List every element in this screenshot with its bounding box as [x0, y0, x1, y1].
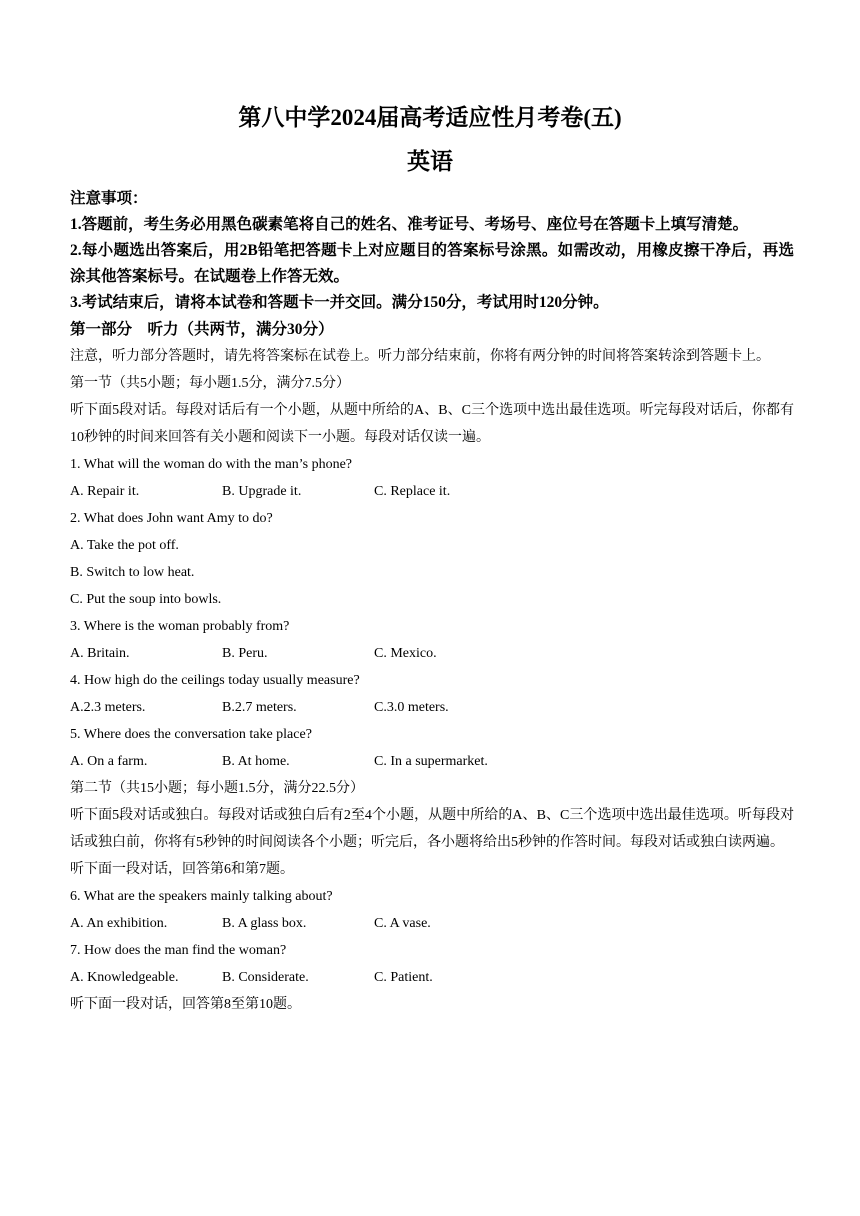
- section1-heading: 第一节（共5小题；每小题1.5分，满分7.5分）: [70, 376, 350, 391]
- option-a: A. Take the pot off.: [70, 538, 179, 553]
- option-c: C. In a supermarket.: [374, 754, 488, 769]
- question-stem: 4. How high do the ceilings today usually measure?: [70, 673, 360, 688]
- option-b: B. Peru.: [222, 646, 268, 661]
- option-c: C. Put the soup into bowls.: [70, 592, 222, 607]
- question-stem: 5. Where does the conversation take place?: [70, 727, 312, 742]
- option-b: B. Considerate.: [222, 970, 309, 985]
- option-b: B. At home.: [222, 754, 290, 769]
- exam-title: 第八中学2024届高考适应性月考卷(五): [238, 105, 622, 130]
- option-c: C. Mexico.: [374, 646, 437, 661]
- option-b: B. A glass box.: [222, 916, 307, 931]
- option-b: B.2.7 meters.: [222, 700, 297, 715]
- question-options: [70, 964, 794, 991]
- option-a: A. Knowledgeable.: [70, 970, 179, 985]
- notice-item: 3.考试结束后，请将本试卷和答题卡一并交回。满分150分，考试用时120分钟。: [70, 294, 609, 311]
- group-intro: 听下面一段对话，回答第6和第7题。: [70, 862, 294, 877]
- group-intro: 听下面一段对话，回答第8至第10题。: [70, 997, 301, 1012]
- part1-heading: 第一部分 听力（共两节，满分30分）: [70, 321, 334, 338]
- notice-item: 1.答题前，考生务必用黑色碳素笔将自己的姓名、准考证号、考场号、座位号在答题卡上填写清楚。: [70, 216, 749, 233]
- question-options: [70, 694, 794, 721]
- option-a: A. Britain.: [70, 646, 130, 661]
- option-b: B. Upgrade it.: [222, 484, 302, 499]
- section2-instructions: 听下面5段对话或独白。每段对话或独白后有2至4个小题，从题中所给的A、B、C三个选项中选出最佳选项。听每段对话或独白前，你将有5秒钟的时间阅读各个小题；听完后，各小题将给出5秒钟的作答时间。每段对话或独白读两遍。: [70, 808, 794, 850]
- notice-item: 2.每小题选出答案后，用2B铅笔把答题卡上对应题目的答案标号涂黑。如需改动，用橡皮擦干净后，再选涂其他答案标号。在试题卷上作答无效。: [70, 242, 794, 285]
- question-options: [70, 748, 794, 775]
- part1-note: 注意，听力部分答题时，请先将答案标在试卷上。听力部分结束前，你将有两分钟的时间将答案转涂到答题卡上。: [70, 349, 770, 364]
- question-stem: 7. How does the man find the woman?: [70, 943, 287, 958]
- question-stem: 3. Where is the woman probably from?: [70, 619, 290, 634]
- question-options: [70, 640, 794, 667]
- notice-heading: 注意事项：: [70, 190, 148, 207]
- question-stem: 1. What will the woman do with the man’s phone?: [70, 457, 353, 472]
- question-stem: 6. What are the speakers mainly talking about?: [70, 889, 333, 904]
- question-options: [70, 478, 794, 505]
- option-c: C.3.0 meters.: [374, 700, 449, 715]
- option-c: C. Patient.: [374, 970, 433, 985]
- option-a: A.2.3 meters.: [70, 700, 146, 715]
- question-options: [70, 910, 794, 937]
- option-a: A. Repair it.: [70, 484, 140, 499]
- section1-instructions: 听下面5段对话。每段对话后有一个小题，从题中所给的A、B、C三个选项中选出最佳选项。听完每段对话后，你都有10秒钟的时间来回答有关小题和阅读下一小题。每段对话仅读一遍。: [70, 403, 794, 445]
- option-b: B. Switch to low heat.: [70, 565, 195, 580]
- exam-content: [70, 186, 794, 1018]
- option-c: C. Replace it.: [374, 484, 451, 499]
- option-c: C. A vase.: [374, 916, 431, 931]
- option-a: A. An exhibition.: [70, 916, 168, 931]
- subject-title: 英语: [407, 149, 453, 174]
- question-stem: 2. What does John want Amy to do?: [70, 511, 273, 526]
- section2-heading: 第二节（共15小题；每小题1.5分，满分22.5分）: [70, 781, 364, 796]
- option-a: A. On a farm.: [70, 754, 148, 769]
